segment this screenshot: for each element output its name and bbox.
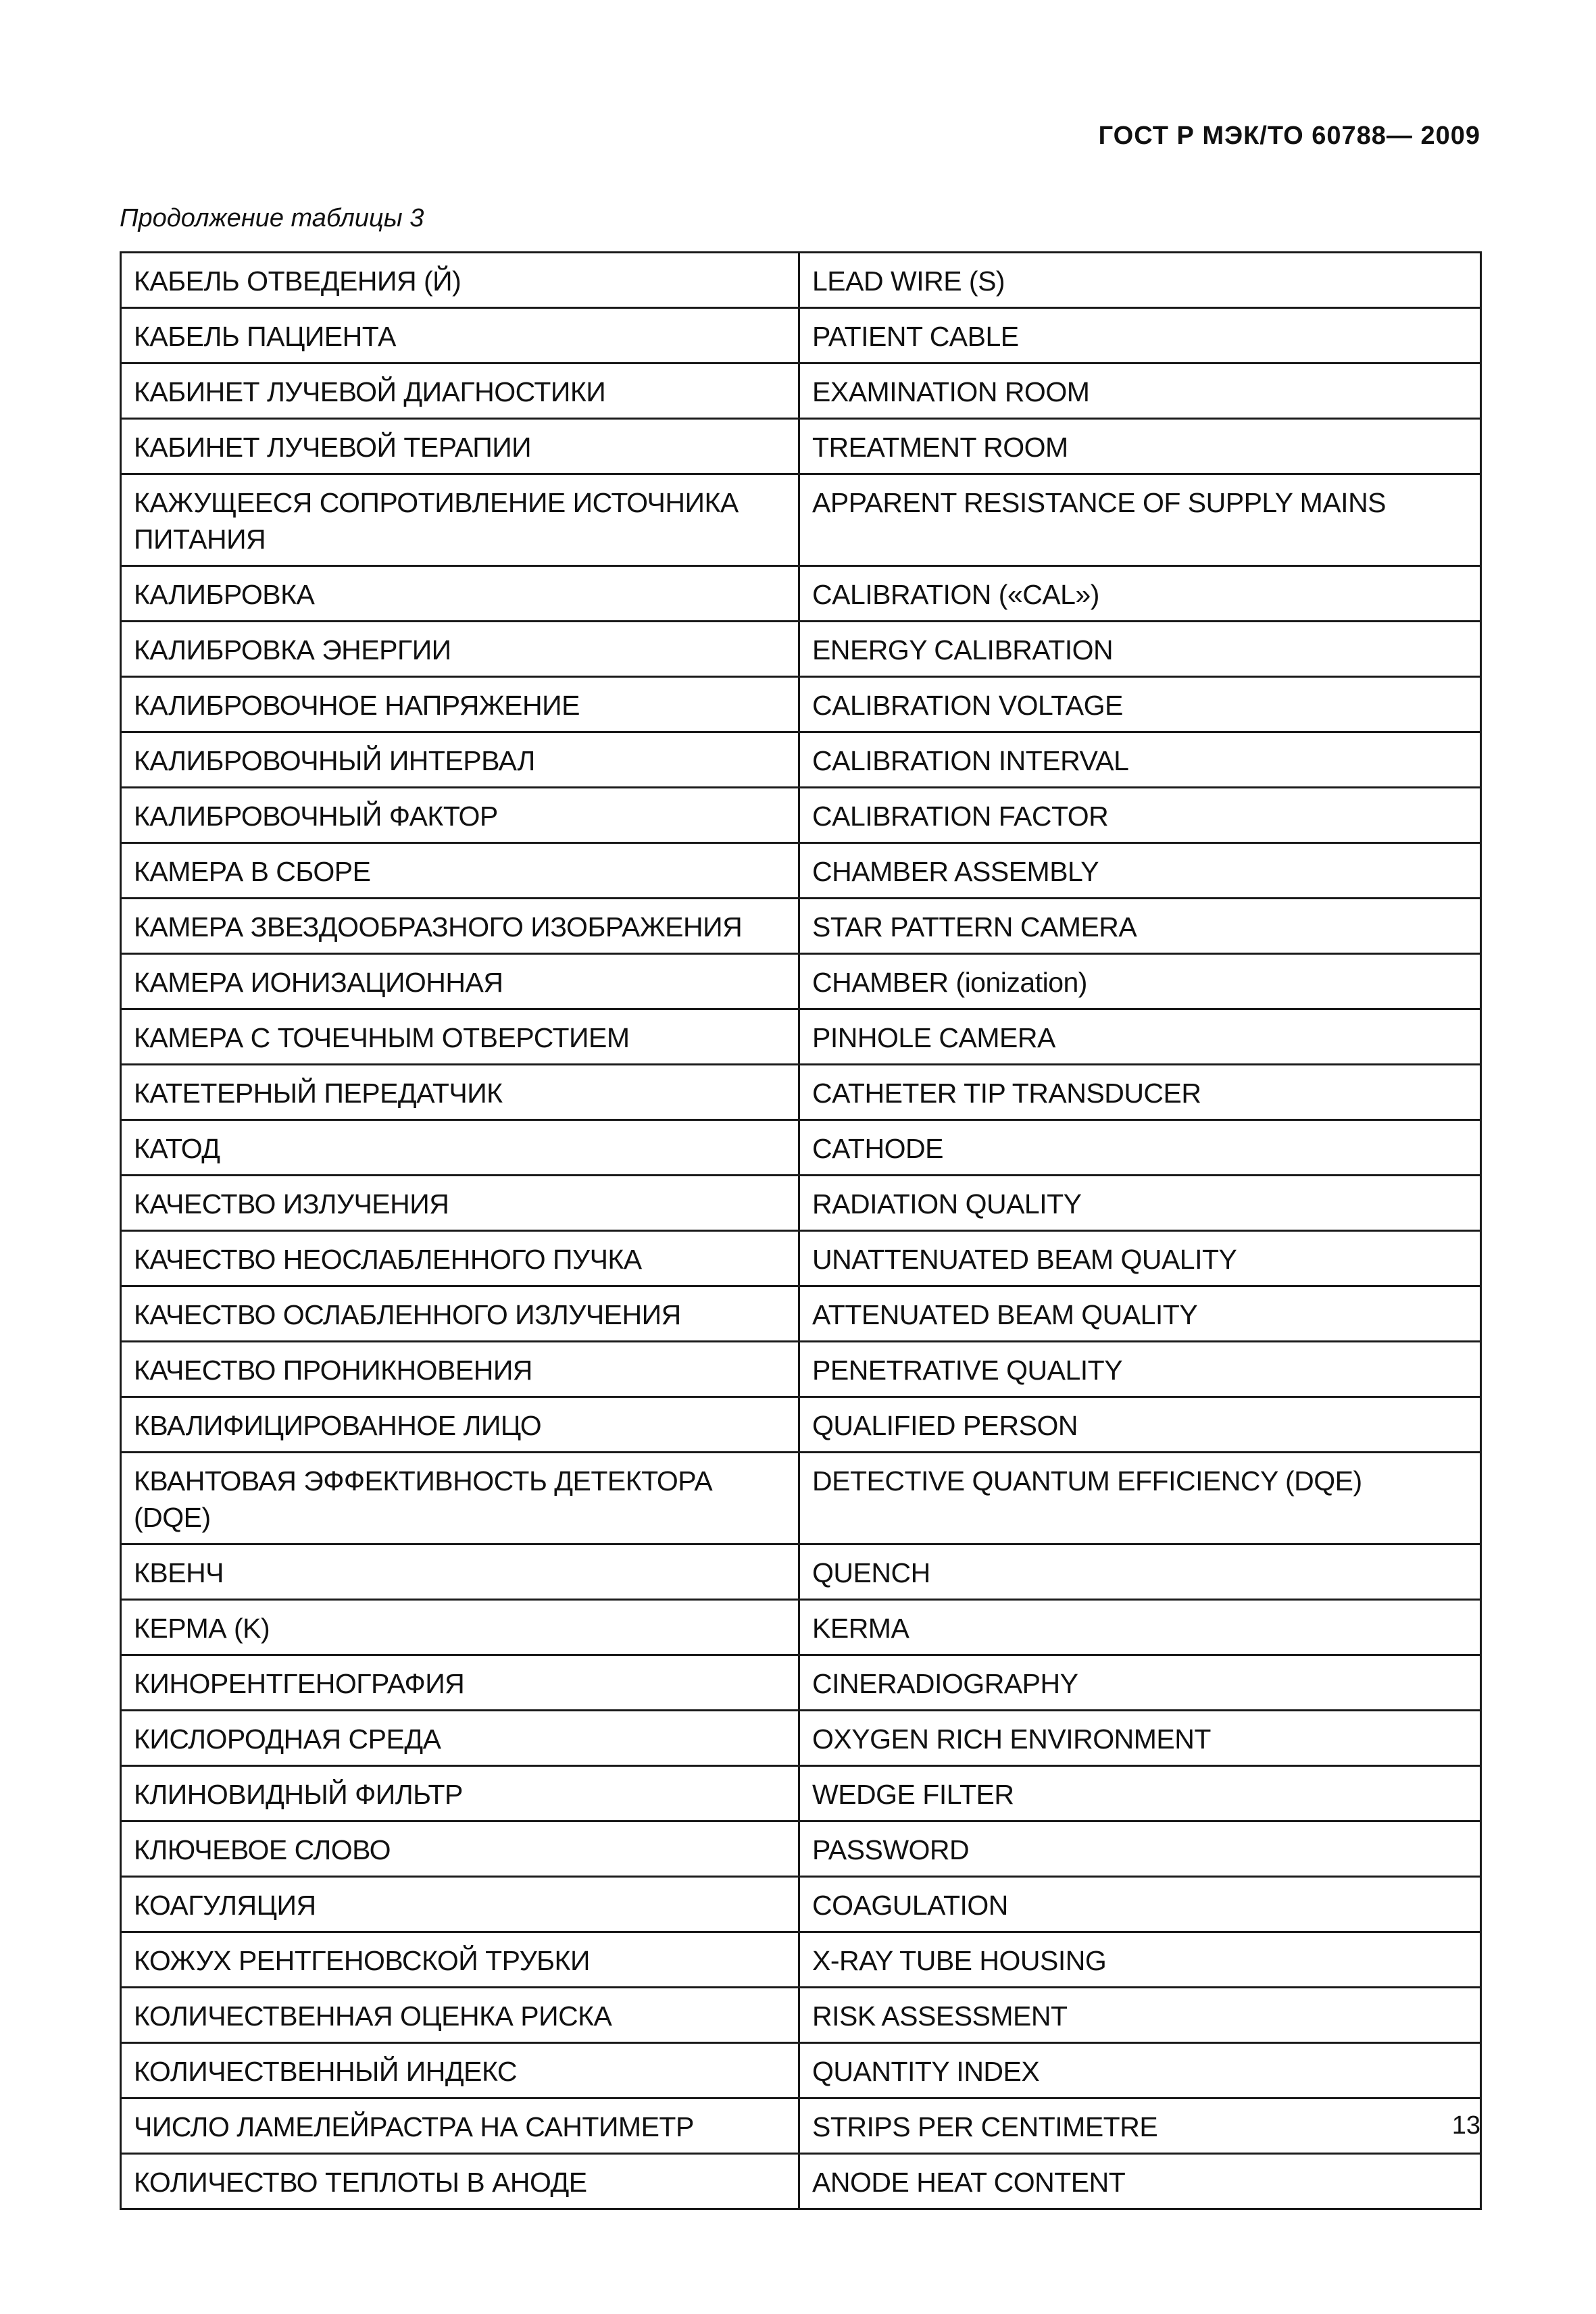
table-row [121,1231,1481,1286]
term-english: KERMA [799,1600,1481,1655]
term-russian: КАБЕЛЬ ПАЦИЕНТА [121,308,799,363]
table-row [121,1120,1481,1176]
term-russian: КАБИНЕТ ЛУЧЕВОЙ ТЕРАПИИ [121,419,799,474]
term-english: CALIBRATION INTERVAL [799,732,1481,788]
table-row [121,1877,1481,1932]
term-english: RISK ASSESSMENT [799,1988,1481,2043]
term-english: X-RAY TUBE HOUSING [799,1932,1481,1988]
term-russian: КАЛИБРОВКА ЭНЕРГИИ [121,622,799,677]
table-row [121,1176,1481,1231]
table-row [121,2043,1481,2098]
term-russian: КЛИНОВИДНЫЙ ФИЛЬТР [121,1766,799,1821]
table-row [121,1009,1481,1065]
term-russian: КИНОРЕНТГЕНОГРАФИЯ [121,1655,799,1711]
term-english: ENERGY CALIBRATION [799,622,1481,677]
term-russian: КАТОД [121,1120,799,1176]
table-row [121,1600,1481,1655]
table-row [121,1821,1481,1877]
table-row [121,1065,1481,1120]
term-russian: КАЛИБРОВОЧНЫЙ ФАКТОР [121,788,799,843]
term-english: CINERADIOGRAPHY [799,1655,1481,1711]
table-row [121,732,1481,788]
table-row [121,2154,1481,2209]
term-english: UNATTENUATED BEAM QUALITY [799,1231,1481,1286]
term-russian: КАЛИБРОВОЧНОЕ НАПРЯЖЕНИЕ [121,677,799,732]
term-english: STRIPS PER CENTIMETRE [799,2098,1481,2154]
term-russian: КАТЕТЕРНЫЙ ПЕРЕДАТЧИК [121,1065,799,1120]
term-english: EXAMINATION ROOM [799,363,1481,419]
table-row [121,253,1481,308]
term-english: QUANTITY INDEX [799,2043,1481,2098]
term-russian: КВАЛИФИЦИРОВАННОЕ ЛИЦО [121,1397,799,1453]
term-russian: ЧИСЛО ЛАМЕЛЕЙРАСТРА НА САНТИМЕТР [121,2098,799,2154]
term-english: ATTENUATED BEAM QUALITY [799,1286,1481,1342]
table-row [121,474,1481,566]
term-russian: КЛЮЧЕВОЕ СЛОВО [121,1821,799,1877]
term-english: ANODE HEAT CONTENT [799,2154,1481,2209]
term-russian: КАМЕРА С ТОЧЕЧНЫМ ОТВЕРСТИЕМ [121,1009,799,1065]
term-english: QUENCH [799,1544,1481,1600]
term-russian: КОЛИЧЕСТВЕННЫЙ ИНДЕКС [121,2043,799,2098]
term-russian: КАМЕРА ИОНИЗАЦИОННАЯ [121,954,799,1009]
term-english: DETECTIVE QUANTUM EFFICIENCY (DQE) [799,1453,1481,1544]
document-standard-header: ГОСТ Р МЭК/ТО 60788— 2009 [1098,122,1480,150]
term-russian: КАЧЕСТВО ОСЛАБЛЕННОГО ИЗЛУЧЕНИЯ [121,1286,799,1342]
table-row [121,1342,1481,1397]
term-russian: КЕРМА (K) [121,1600,799,1655]
term-english: COAGULATION [799,1877,1481,1932]
table-row [121,419,1481,474]
term-russian: КАЛИБРОВКА [121,566,799,622]
term-english: WEDGE FILTER [799,1766,1481,1821]
term-english: PATIENT CABLE [799,308,1481,363]
table-caption: Продолжение таблицы 3 [120,204,424,232]
term-russian: КАЧЕСТВО ПРОНИКНОВЕНИЯ [121,1342,799,1397]
table-row [121,622,1481,677]
term-english: QUALIFIED PERSON [799,1397,1481,1453]
term-russian: КАМЕРА В СБОРЕ [121,843,799,899]
term-english: APPARENT RESISTANCE OF SUPPLY MAINS [799,474,1481,566]
terms-table [120,251,1482,2210]
term-english: CHAMBER ASSEMBLY [799,843,1481,899]
term-russian: КВАНТОВАЯ ЭФФЕКТИВНОСТЬ ДЕТЕКТОРА (DQE) [121,1453,799,1544]
term-english: CATHETER TIP TRANSDUCER [799,1065,1481,1120]
page-number: 13 [1451,2111,1480,2140]
term-russian: КАЖУЩЕЕСЯ СОПРОТИВЛЕНИЕ ИСТОЧНИКА ПИТАНИЯ [121,474,799,566]
term-english: STAR PATTERN CAMERA [799,899,1481,954]
table-row [121,1766,1481,1821]
table-row [121,954,1481,1009]
term-russian: КАБИНЕТ ЛУЧЕВОЙ ДИАГНОСТИКИ [121,363,799,419]
table-row [121,1655,1481,1711]
table-row [121,1397,1481,1453]
table-row [121,1988,1481,2043]
table-row [121,899,1481,954]
term-english: OXYGEN RICH ENVIRONMENT [799,1711,1481,1766]
term-english: CHAMBER (ionization) [799,954,1481,1009]
table-row [121,843,1481,899]
term-russian: КВЕНЧ [121,1544,799,1600]
table-row [121,308,1481,363]
term-russian: КОАГУЛЯЦИЯ [121,1877,799,1932]
table-row [121,1544,1481,1600]
term-russian: КАБЕЛЬ ОТВЕДЕНИЯ (Й) [121,253,799,308]
term-russian: КАМЕРА ЗВЕЗДООБРАЗНОГО ИЗОБРАЖЕНИЯ [121,899,799,954]
term-russian: КОЛИЧЕСТВЕННАЯ ОЦЕНКА РИСКА [121,1988,799,2043]
table-row [121,1711,1481,1766]
table-row [121,1932,1481,1988]
table-row [121,2098,1481,2154]
term-russian: КОЖУХ РЕНТГЕНОВСКОЙ ТРУБКИ [121,1932,799,1988]
term-english: CALIBRATION («CAL») [799,566,1481,622]
table-row [121,566,1481,622]
table-row [121,363,1481,419]
term-english: CALIBRATION FACTOR [799,788,1481,843]
terms-table-body [121,253,1481,2209]
term-english: PENETRATIVE QUALITY [799,1342,1481,1397]
term-russian: КИСЛОРОДНАЯ СРЕДА [121,1711,799,1766]
table-row [121,788,1481,843]
term-english: CALIBRATION VOLTAGE [799,677,1481,732]
term-english: CATHODE [799,1120,1481,1176]
table-row [121,1286,1481,1342]
term-english: LEAD WIRE (S) [799,253,1481,308]
term-russian: КАЧЕСТВО НЕОСЛАБЛЕННОГО ПУЧКА [121,1231,799,1286]
table-row [121,677,1481,732]
term-english: PINHOLE CAMERA [799,1009,1481,1065]
term-russian: КАЧЕСТВО ИЗЛУЧЕНИЯ [121,1176,799,1231]
term-english: PASSWORD [799,1821,1481,1877]
term-english: RADIATION QUALITY [799,1176,1481,1231]
term-english: TREATMENT ROOM [799,419,1481,474]
term-russian: КОЛИЧЕСТВО ТЕПЛОТЫ В АНОДЕ [121,2154,799,2209]
term-russian: КАЛИБРОВОЧНЫЙ ИНТЕРВАЛ [121,732,799,788]
table-row [121,1453,1481,1544]
